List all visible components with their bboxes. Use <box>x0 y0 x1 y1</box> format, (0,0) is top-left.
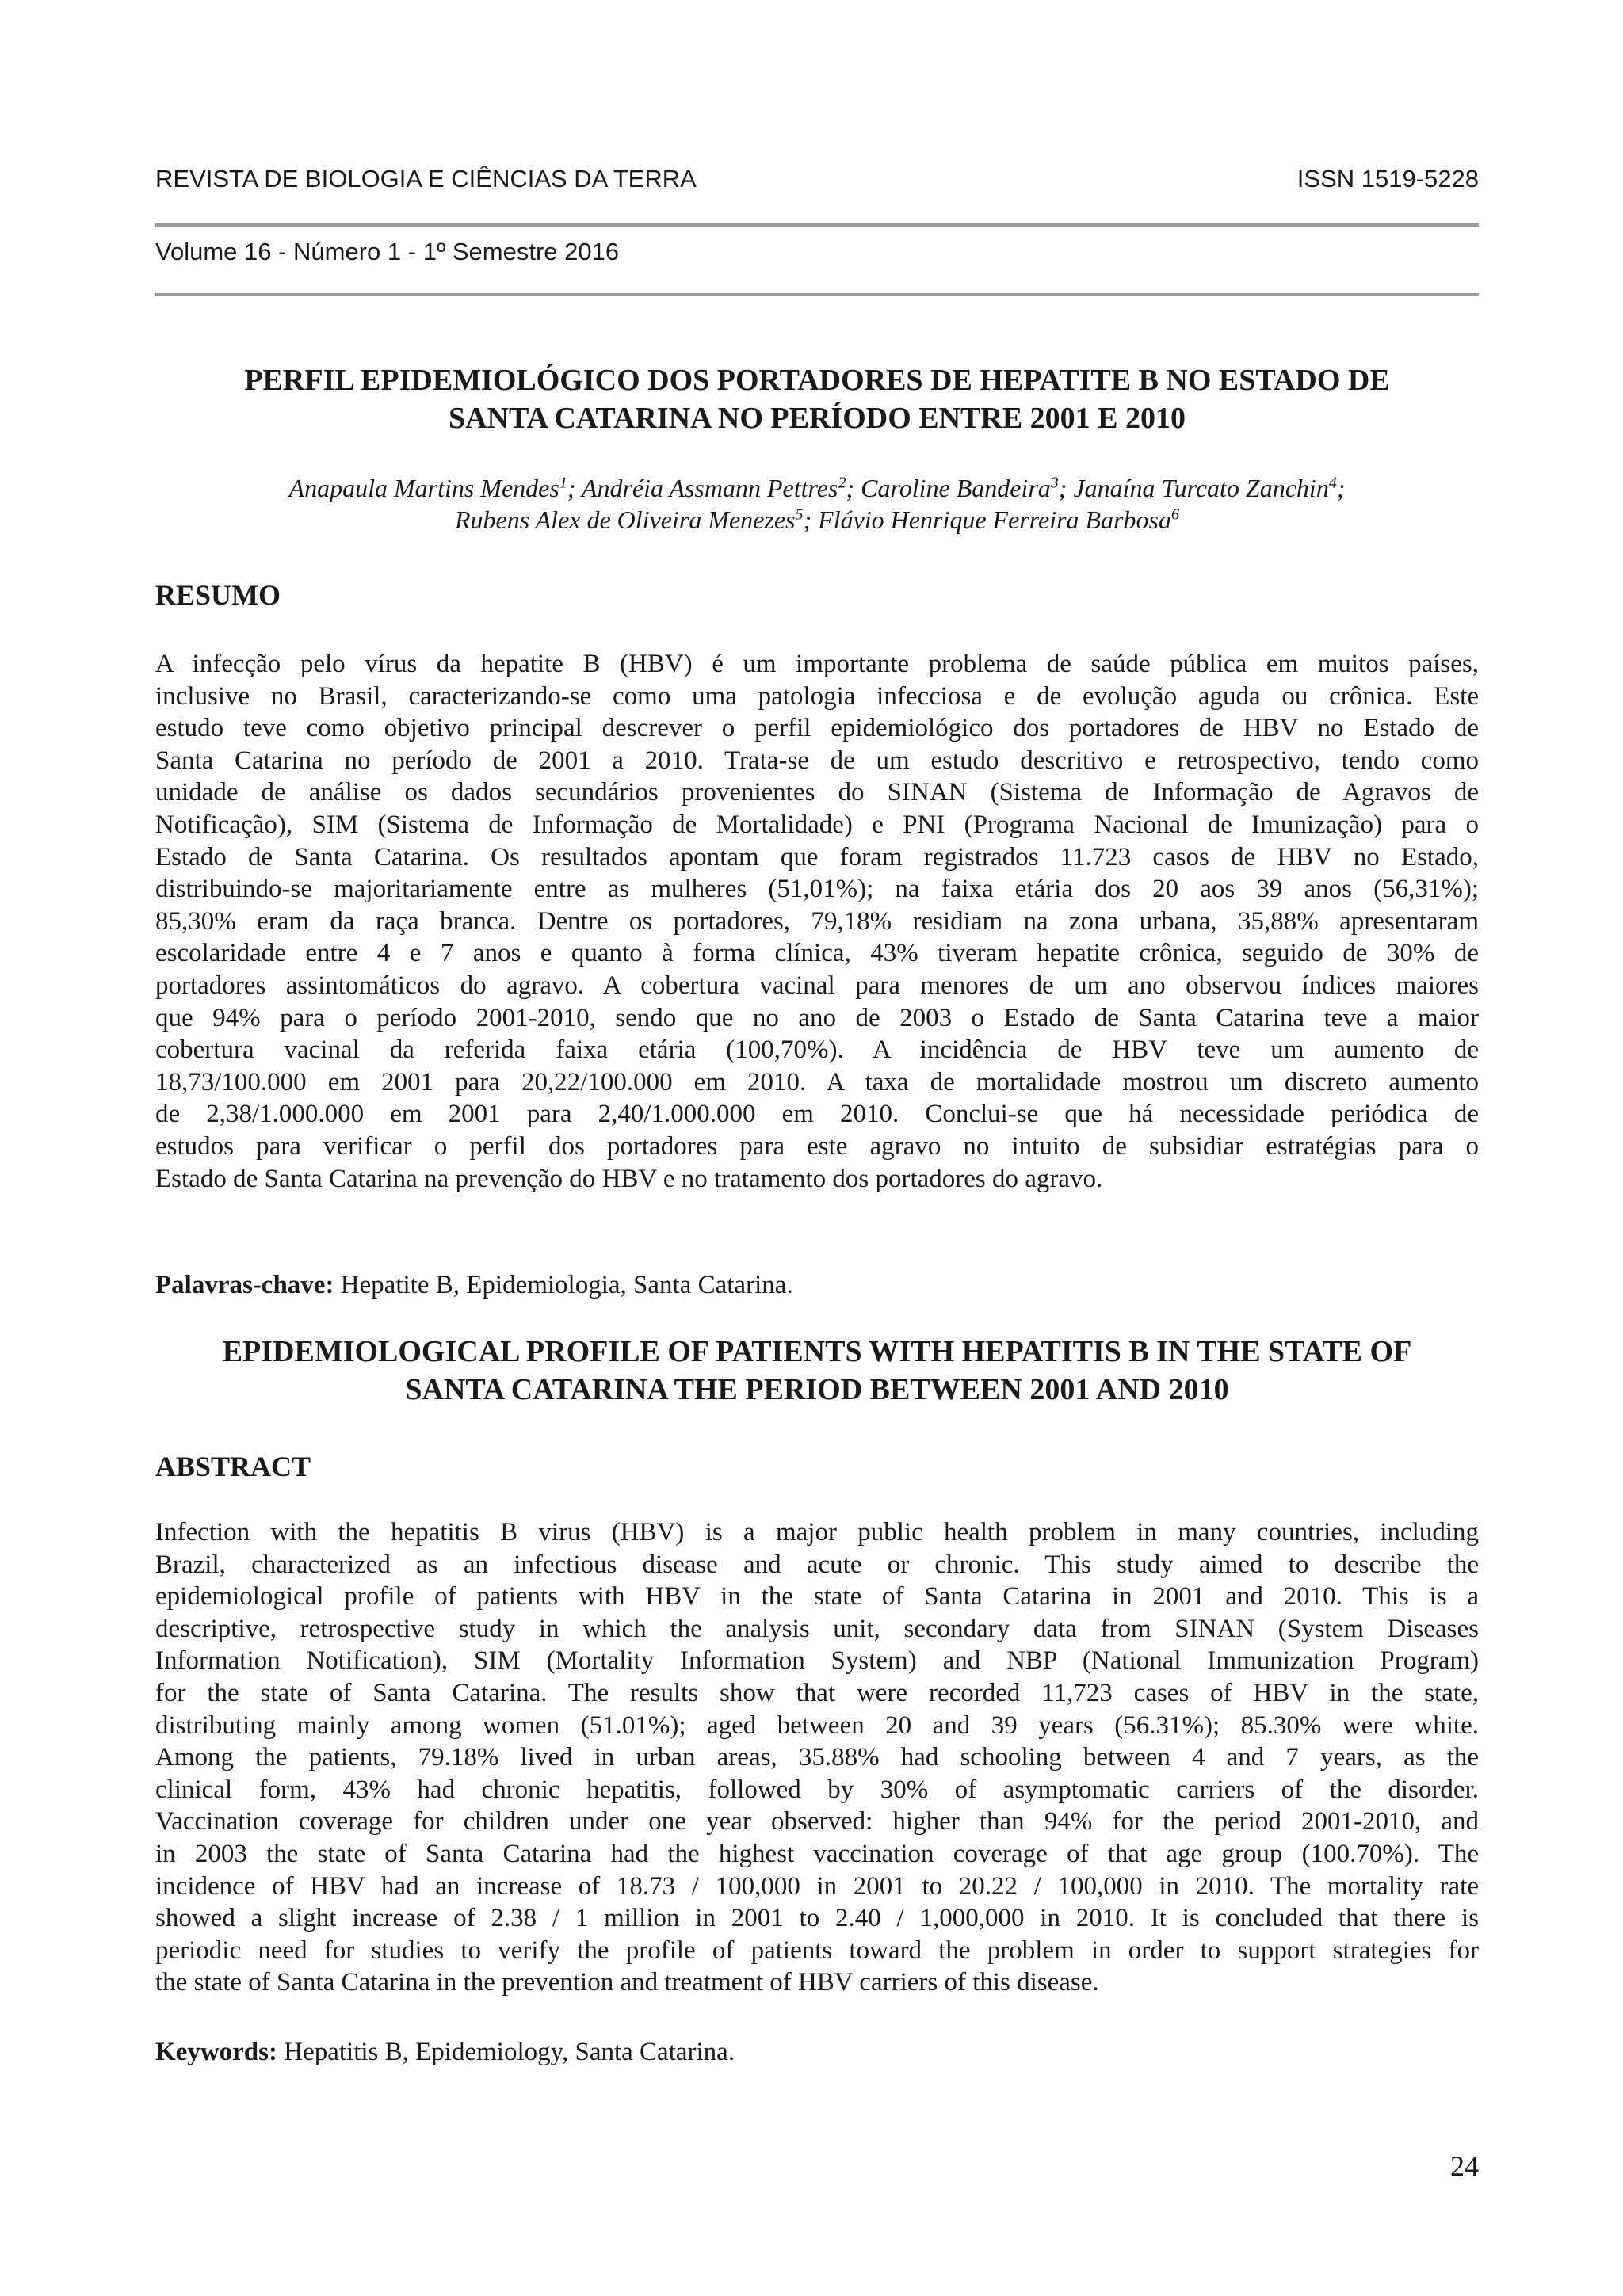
keywords-portuguese <box>155 1269 793 1301</box>
title-line: EPIDEMIOLOGICAL PROFILE OF PATIENTS WITH HEPATITIS B IN THE STATE OF <box>222 1335 1412 1368</box>
text-line: estudos para verificar o perfil dos portadores para este agravo no intuito de subsidiar estratégias para o <box>155 1131 1479 1161</box>
author-name: Flávio Henrique Ferreira Barbosa <box>818 505 1171 534</box>
resumo-heading: RESUMO <box>155 579 281 611</box>
header-divider-top <box>155 223 1479 227</box>
keywords-label: Palavras-chave: <box>155 1271 334 1299</box>
author-name: Andréia Assmann Pettres <box>581 474 838 502</box>
author-line <box>155 472 1479 504</box>
author-line <box>155 504 1479 536</box>
author-name: Janaína Turcato Zanchin <box>1073 474 1329 502</box>
author-name: Anapaula Martins Mendes <box>288 474 559 502</box>
text-line: Estado de Santa Catarina. Os resultados apontam que foram registrados 11.723 casos de HBV no Estado, <box>155 842 1479 871</box>
title-english <box>155 1333 1479 1409</box>
resumo-paragraph <box>155 648 1479 1195</box>
text-line: Santa Catarina no período de 2001 a 2010. Trata-se de um estudo descritivo e retrospectivo, tendo como <box>155 746 1479 775</box>
text-line: periodic need for studies to verify the profile of patients toward the problem in order to support strategies for <box>155 1936 1479 1965</box>
text-line: escolaridade entre 4 e 7 anos e quanto à forma clínica, 43% tiveram hepatite crônica, seguido de 30% de <box>155 939 1479 968</box>
text-line: Notificação), SIM (Sistema de Informação de Mortalidade) e PNI (Programa Nacional de Imunização) para o <box>155 810 1479 839</box>
text-line: descriptive, retrospective study in which the analysis unit, secondary data from SINAN (System Diseases <box>155 1614 1479 1643</box>
text-line: Infection with the hepatitis B virus (HBV) is a major public health problem in many countries, including <box>155 1518 1479 1547</box>
volume-info: Volume 16 - Número 1 - 1º Semestre 2016 <box>155 238 620 265</box>
author-name: Rubens Alex de Oliveira Menezes <box>455 505 796 534</box>
text-line: que 94% para o período 2001-2010, sendo que no ano de 2003 o Estado de Santa Catarina teve a maior <box>155 1003 1479 1032</box>
text-line: Vaccination coverage for children under one year observed: higher than 94% for the period 2001-2010, and <box>155 1807 1479 1836</box>
text-line: Information Notification), SIM (Mortality Information System) and NBP (National Immunization Program) <box>155 1646 1479 1676</box>
text-line: in 2003 the state of Santa Catarina had the highest vaccination coverage of that age group (100.70%). The <box>155 1839 1479 1868</box>
author-affiliation-mark: 2 <box>838 474 846 492</box>
keywords-text: Hepatitis B, Epidemiology, Santa Catarina. <box>277 2038 735 2066</box>
text-line: A infecção pelo vírus da hepatite B (HBV) é um importante problema de saúde pública em muitos países, <box>155 650 1479 678</box>
author-separator: ; <box>846 474 861 502</box>
abstract-paragraph <box>155 1516 1479 1999</box>
text-line: estudo teve como objetivo principal descrever o perfil epidemiológico dos portadores de HBV no Estado de <box>155 714 1479 743</box>
text-line: unidade de análise os dados secundários provenientes do SINAN (Sistema de Informação de Agravos de <box>155 778 1479 807</box>
author-affiliation-mark: 1 <box>559 474 567 492</box>
text-line: 18,73/100.000 em 2001 para 20,22/100.000 em 2010. A taxa de mortalidade mostrou um discreto aumento <box>155 1067 1479 1097</box>
author-separator: ; <box>1336 474 1346 502</box>
title-line: SANTA CATARINA NO PERÍODO ENTRE 2001 E 2010 <box>448 402 1186 435</box>
author-affiliation-mark: 6 <box>1171 505 1179 524</box>
author-name: Caroline Bandeira <box>861 474 1051 502</box>
text-line: Estado de Santa Catarina na prevenção do HBV e no tratamento dos portadores do agravo. <box>155 1164 1103 1193</box>
title-line: SANTA CATARINA THE PERIOD BETWEEN 2001 AND 2010 <box>405 1373 1229 1406</box>
author-separator: ; <box>1058 474 1074 502</box>
text-line: for the state of Santa Catarina. The results show that were recorded 11,723 cases of HBV in the state, <box>155 1678 1479 1707</box>
issn: ISSN 1519-5228 <box>1296 165 1479 193</box>
header-divider-bottom <box>155 293 1479 296</box>
text-line: incidence of HBV had an increase of 18.73 / 100,000 in 2001 to 20.22 / 100,000 in 2010. The mortality rate <box>155 1871 1479 1901</box>
text-line: epidemiological profile of patients with HBV in the state of Santa Catarina in 2001 and 2010. This is a <box>155 1582 1479 1611</box>
text-line: portadores assintomáticos do agravo. A cobertura vacinal para menores de um ano observou índices maiores <box>155 971 1479 1000</box>
page-number: 24 <box>1450 2150 1479 2182</box>
author-separator: ; <box>803 505 819 534</box>
author-affiliation-mark: 3 <box>1050 474 1059 492</box>
text-line: Brazil, characterized as an infectious disease and acute or chronic. This study aimed to describe the <box>155 1550 1479 1579</box>
title-line: PERFIL EPIDEMIOLÓGICO DOS PORTADORES DE HEPATITE B NO ESTADO DE <box>244 364 1390 397</box>
keywords-text: Hepatite B, Epidemiologia, Santa Catarina. <box>334 1271 793 1299</box>
text-line: Among the patients, 79.18% lived in urban areas, 35.88% had schooling between 4 and 7 years, as the <box>155 1743 1479 1772</box>
paper-page <box>155 0 1479 2296</box>
text-line: the state of Santa Catarina in the prevention and treatment of HBV carriers of this disease. <box>155 1968 1099 1997</box>
text-line: distributing mainly among women (51.01%); aged between 20 and 39 years (56.31%); 85.30% were white. <box>155 1711 1479 1740</box>
text-line: distribuindo-se majoritariamente entre as mulheres (51,01%); na faixa etária dos 20 aos 39 anos (56,31%); <box>155 875 1479 904</box>
keywords-english <box>155 2036 735 2068</box>
abstract-heading: ABSTRACT <box>155 1451 311 1482</box>
journal-name: REVISTA DE BIOLOGIA E CIÊNCIAS DA TERRA <box>155 165 697 193</box>
keywords-label: Keywords: <box>155 2038 277 2066</box>
text-line: clinical form, 43% had chronic hepatitis, followed by 30% of asymptomatic carriers of the disorder. <box>155 1775 1479 1804</box>
author-separator: ; <box>567 474 582 502</box>
text-line: de 2,38/1.000.000 em 2001 para 2,40/1.000.000 em 2010. Conclui-se que há necessidade periódica de <box>155 1100 1479 1129</box>
author-affiliation-mark: 5 <box>795 505 804 524</box>
author-affiliation-mark: 4 <box>1328 474 1337 492</box>
text-line: cobertura vacinal da referida faixa etária (100,70%). A incidência de HBV teve um aumento de <box>155 1035 1479 1065</box>
text-line: showed a slight increase of 2.38 / 1 million in 2001 to 2.40 / 1,000,000 in 2010. It is concluded that there is <box>155 1904 1479 1933</box>
text-line: 85,30% eram da raça branca. Dentre os portadores, 79,18% residiam na zona urbana, 35,88% apresentaram <box>155 906 1479 936</box>
author-list <box>155 472 1479 536</box>
title-portuguese <box>155 361 1479 437</box>
text-line: inclusive no Brasil, caracterizando-se como uma patologia infecciosa e de evolução aguda ou crônica. Este <box>155 681 1479 711</box>
